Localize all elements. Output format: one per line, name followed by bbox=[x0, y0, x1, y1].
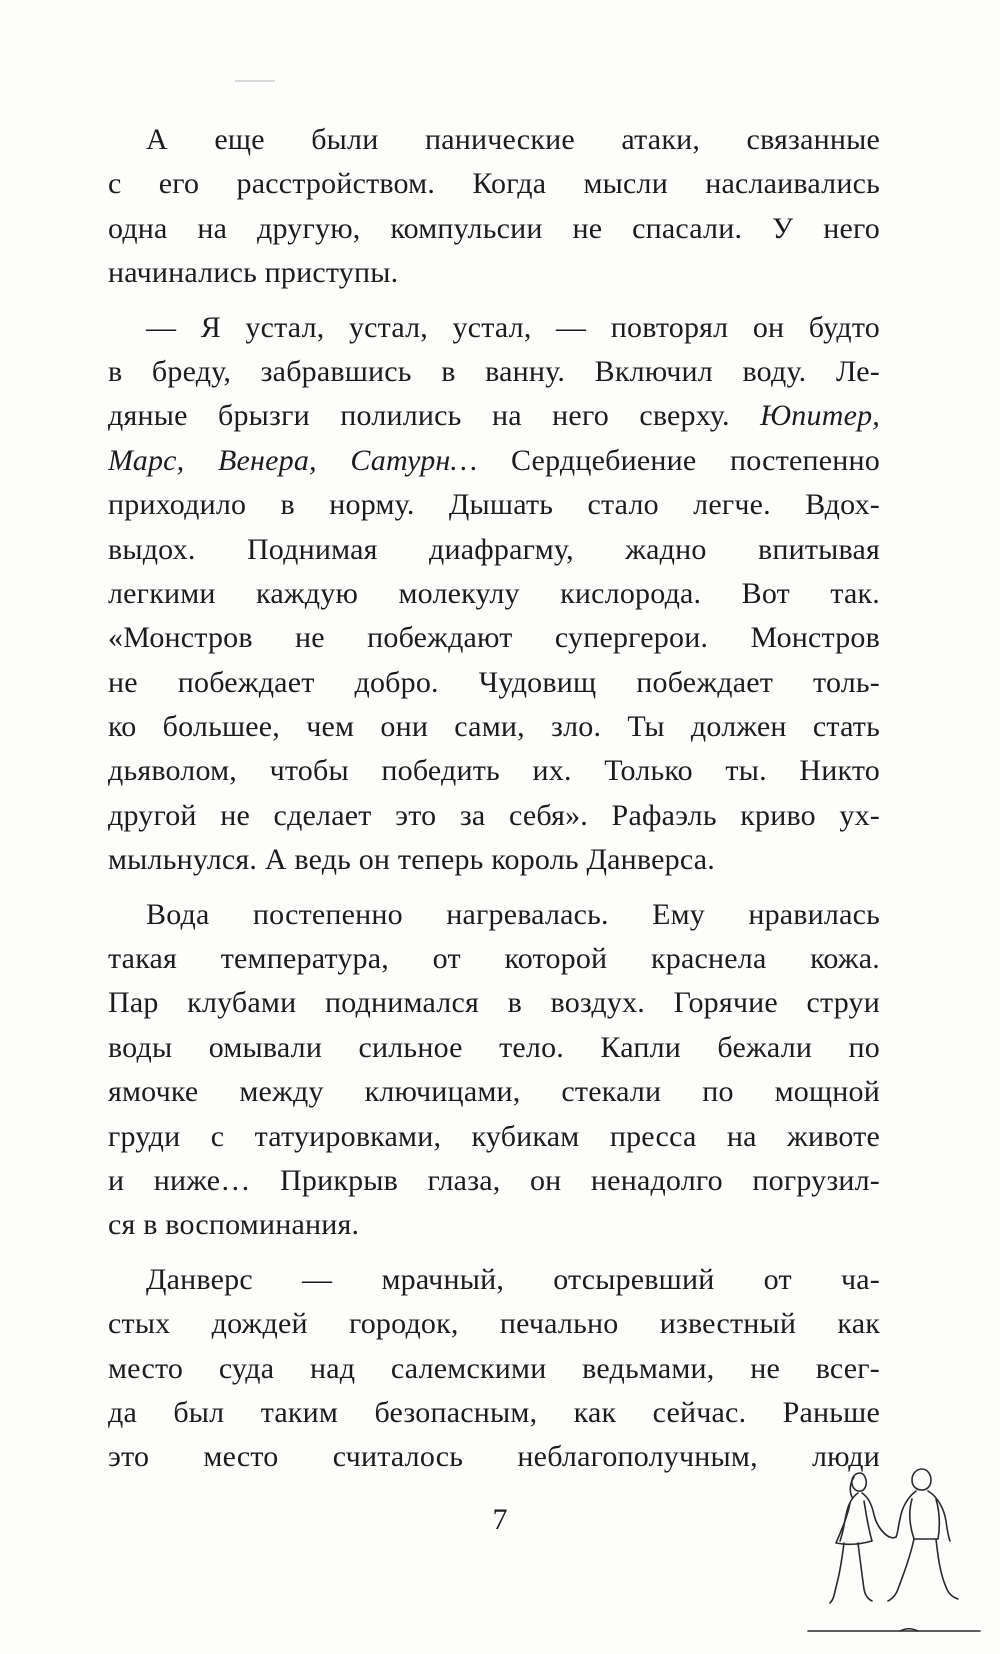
paragraph bbox=[108, 893, 880, 1248]
text-line: ко большее, чем они сами, зло. Ты должен стать bbox=[108, 710, 880, 744]
text-line: ямочке между ключицами, стекали по мощной bbox=[108, 1075, 880, 1109]
text-line: другой не сделает это за себя». Рафаэль криво ух- bbox=[108, 798, 880, 832]
walking-couple-line-art-icon bbox=[800, 1455, 990, 1645]
text-line: ся в воспоминания. bbox=[108, 1208, 360, 1242]
text-line: выдох. Поднимая диафрагму, жадно впитывая bbox=[108, 532, 880, 566]
text-line bbox=[108, 439, 880, 483]
text-line: стых дождей городок, печально известный как bbox=[108, 1307, 880, 1341]
text-line: с его расстройством. Когда мысли наслаивались bbox=[108, 167, 880, 201]
page-number: 7 bbox=[492, 1503, 508, 1536]
paragraph bbox=[108, 306, 880, 883]
text-line: дьяволом, чтобы победить их. Только ты. Никто bbox=[108, 754, 880, 788]
text-line: место суда над салемскими ведьмами, не всег- bbox=[108, 1351, 880, 1385]
italic-text-run: Юпитер, bbox=[760, 399, 880, 433]
text-line: воды омывали сильное тело. Капли бежали по bbox=[108, 1030, 880, 1064]
text-line: — Я устал, устал, устал, — повторял он будто bbox=[146, 310, 880, 344]
text-line: это место считалось неблагополучным, люди bbox=[108, 1440, 880, 1474]
text-line: и ниже… Прикрыв глаза, он ненадолго погрузил- bbox=[108, 1163, 880, 1197]
text-line: одна на другую, компульсии не спасали. У него bbox=[108, 211, 880, 245]
text-line: начинались приступы. bbox=[108, 256, 399, 290]
text-line: да был таким безопасным, как сейчас. Раньше bbox=[108, 1395, 880, 1429]
paragraph bbox=[108, 118, 880, 296]
text-line: Данверс — мрачный, отсыревший от ча- bbox=[146, 1262, 880, 1296]
body-text bbox=[108, 118, 880, 1480]
text-line: легкими каждую молекулу кислорода. Вот так. bbox=[108, 576, 880, 610]
text-line: не побеждает добро. Чудовищ побеждает толь- bbox=[108, 665, 880, 699]
text-line: Вода постепенно нагревалась. Ему нравилась bbox=[146, 897, 880, 931]
italic-text-run: Марс, Венера, Сатурн… bbox=[108, 443, 478, 477]
paragraph bbox=[108, 1258, 880, 1480]
text-line bbox=[108, 394, 880, 438]
text-line: в бреду, забравшись в ванну. Включил воду. Ле- bbox=[108, 354, 880, 388]
text-run: Сердцебиение постепенно bbox=[477, 443, 880, 477]
text-line: Пар клубами поднимался в воздух. Горячие струи bbox=[108, 986, 880, 1020]
text-line: такая температура, от которой краснела кожа. bbox=[108, 942, 880, 976]
text-line: приходило в норму. Дышать стало легче. Вдох- bbox=[108, 488, 880, 522]
text-run: дяные брызги полились на него сверху. bbox=[108, 399, 761, 433]
text-line: А еще были панические атаки, связанные bbox=[146, 123, 880, 156]
text-line: «Монстров не побеждают супергерои. Монстров bbox=[108, 621, 880, 655]
text-line: груди с татуировками, кубикам пресса на животе bbox=[108, 1119, 880, 1153]
text-line: мыльнулся. А ведь он теперь король Данверса. bbox=[108, 843, 715, 877]
page-edge-mark bbox=[235, 80, 275, 82]
